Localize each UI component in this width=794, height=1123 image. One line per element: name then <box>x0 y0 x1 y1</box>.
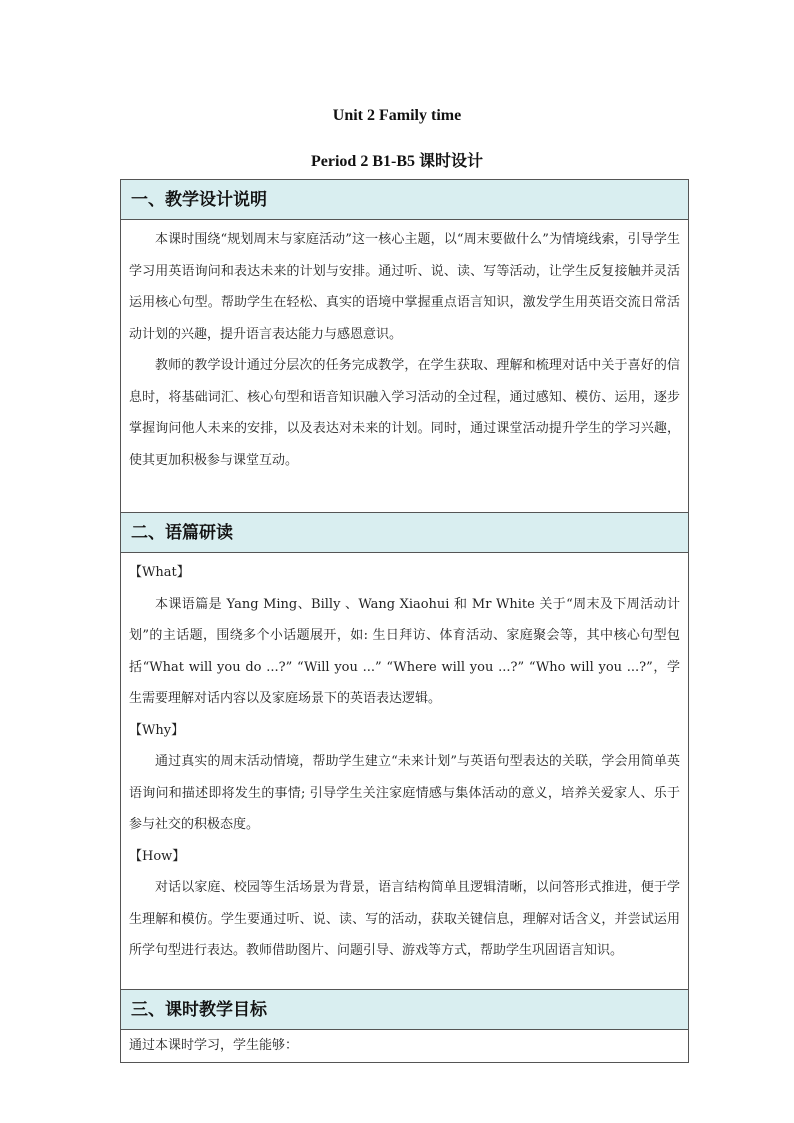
what-paragraph: 本课语篇是 Yang Ming、Billy 、Wang Xiaohui 和 Mr White 关于“周末及下周活动计划”的主话题，围绕多个小话题展开，如: 生日拜访、体育活动、家庭聚会等，其中核心句型包括“What will you do ...?” “Will you ...” “Where will you ...?” “Who will you ...?”，学生需要理解对话内容以及家庭场景下的英语表达逻辑。 <box>129 596 680 706</box>
section-heading-objectives: 三、课时教学目标 <box>121 990 688 1030</box>
paragraph: 教师的教学设计通过分层次的任务完成教学，在学生获取、理解和梳理对话中关于喜好的信息时，将基础词汇、核心句型和语音知识融入学习活动的全过程，通过感知、模仿、运用，逐步掌握询问他人未来的安排，以及表达对未来的计划。同时，通过课堂活动提升学生的学习兴趣，使其更加积极参与课堂互动。 <box>129 358 680 468</box>
document-title: Unit 2 Family time <box>332 107 462 124</box>
objectives-intro: 通过本课时学习，学生能够： <box>129 1038 299 1053</box>
section-heading-text-analysis: 二、语篇研读 <box>121 513 688 553</box>
document-subtitle: Period 2 B1-B5 课时设计 <box>311 153 483 170</box>
why-paragraph: 通过真实的周末活动情境，帮助学生建立“未来计划”与英语句型表达的关联，学会用简单英语询问和描述即将发生的事情; 引导学生关注家庭情感与集体活动的意义，培养关爱家人、乐于参与社交的积极态度。 <box>129 754 680 832</box>
paragraph: 本课时围绕“规划周末与家庭活动”这一核心主题，以“周末要做什么”为情境线索，引导学生学习用英语询问和表达未来的计划与安排。通过听、说、读、写等活动，让学生反复接触并灵活运用核心句型。帮助学生在轻松、真实的语境中掌握重点语言知识，激发学生用英语交流日常活动计划的兴趣，提升语言表达能力与感恩意识。 <box>129 232 680 342</box>
what-tag: 【What】 <box>129 565 190 580</box>
how-tag: 【How】 <box>129 848 186 864</box>
section-heading-design-notes: 一、教学设计说明 <box>121 180 688 220</box>
section-body-design-notes <box>121 220 688 513</box>
lesson-design-table <box>120 179 689 1063</box>
why-tag: 【Why】 <box>129 722 185 738</box>
section-body-text-analysis <box>121 553 688 990</box>
how-paragraph: 对话以家庭、校园等生活场景为背景，语言结构简单且逻辑清晰，以问答形式推进，便于学生理解和模仿。学生要通过听、说、读、写的活动，获取关键信息，理解对话含义，并尝试运用所学句型进行表达。教师借助图片、问题引导、游戏等方式，帮助学生巩固语言知识。 <box>129 880 680 958</box>
section-body-objectives <box>121 1030 688 1062</box>
